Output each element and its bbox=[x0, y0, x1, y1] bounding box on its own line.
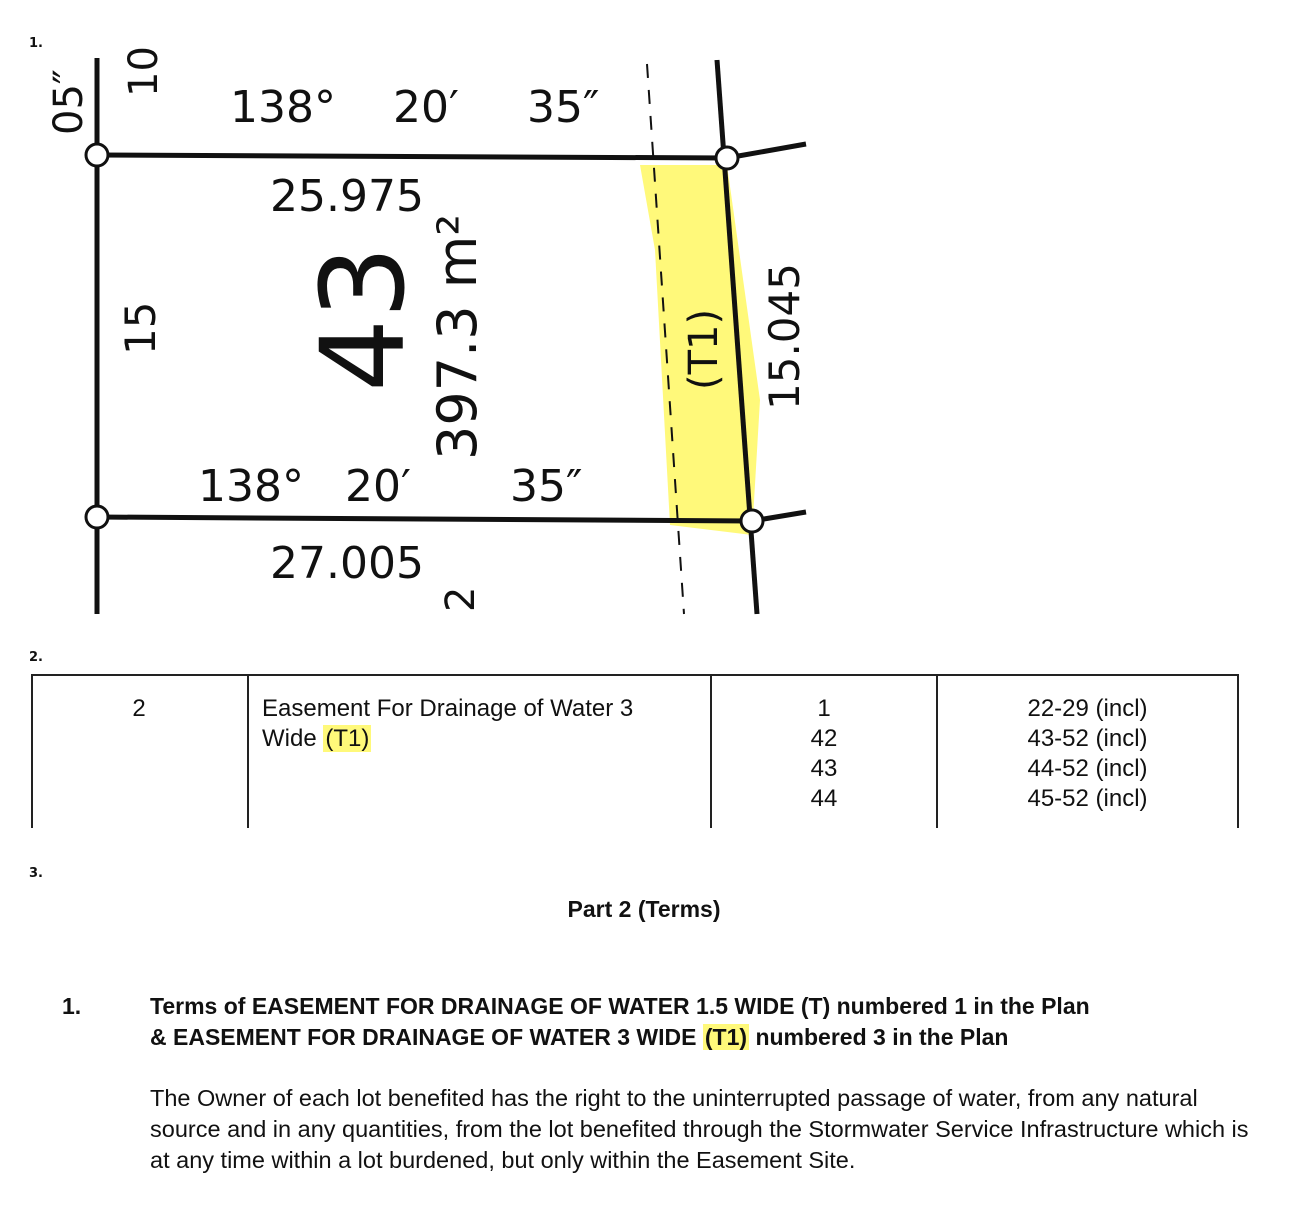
row-number-cell: 2 bbox=[132, 695, 146, 722]
lot-benefited: 44-52 (incl) bbox=[1027, 755, 1148, 782]
part-title: Part 2 (Terms) bbox=[567, 896, 721, 922]
bottom-boundary bbox=[97, 517, 752, 521]
survey-mark bbox=[716, 147, 738, 169]
clause-heading-line-2 bbox=[150, 1022, 1250, 1053]
easement-tag-highlight: (T1) bbox=[704, 1024, 748, 1050]
lot-burdened: 1 bbox=[817, 695, 831, 722]
lots-burdened-cell bbox=[712, 694, 936, 814]
survey-mark bbox=[86, 144, 108, 166]
edge-fragment-2: 2 bbox=[438, 586, 484, 612]
bottom-bearing-degrees: 138° bbox=[198, 461, 304, 512]
bottom-bearing-minutes: 20′ bbox=[345, 461, 411, 512]
top-bearing-seconds: 35″ bbox=[527, 82, 600, 133]
clause-heading-text: & EASEMENT FOR DRAINAGE OF WATER 3 WIDE bbox=[150, 1024, 697, 1050]
table-divider bbox=[1237, 674, 1239, 828]
section-marker-3: 3. bbox=[29, 866, 43, 881]
edge-fragment-10: 10 bbox=[121, 46, 167, 97]
table-divider bbox=[247, 674, 249, 828]
lots-benefited-cell bbox=[938, 694, 1237, 814]
top-distance: 25.975 bbox=[270, 171, 424, 222]
clause-heading-text: numbered 3 in the Plan bbox=[755, 1024, 1009, 1050]
survey-mark bbox=[86, 506, 108, 528]
lot-area: 397.3 m² bbox=[426, 213, 489, 460]
left-distance: 15 bbox=[116, 301, 165, 355]
top-boundary bbox=[97, 155, 727, 158]
lot-benefited: 22-29 (incl) bbox=[1027, 695, 1148, 722]
edge-fragment-05: 05″ bbox=[46, 69, 92, 135]
bottom-distance: 27.005 bbox=[270, 538, 424, 589]
description-line: Wide bbox=[262, 725, 317, 752]
description-line: Easement For Drainage of Water 3 bbox=[262, 695, 634, 722]
description-line-2 bbox=[262, 724, 702, 754]
lot-benefited: 43-52 (incl) bbox=[1027, 725, 1148, 752]
top-bearing-minutes: 20′ bbox=[393, 82, 459, 133]
lot-burdened: 44 bbox=[810, 785, 838, 812]
lot-number: 43 bbox=[297, 245, 431, 392]
lot-benefited: 45-52 (incl) bbox=[1027, 785, 1148, 812]
bottom-bearing-seconds: 35″ bbox=[510, 461, 583, 512]
lot-burdened: 42 bbox=[810, 725, 838, 752]
top-bearing-degrees: 138° bbox=[230, 82, 336, 133]
clause-heading bbox=[150, 991, 1250, 1053]
easement-label: (T1) bbox=[681, 308, 727, 390]
easement-schedule-table bbox=[31, 674, 1239, 828]
section-marker-1: 1. bbox=[29, 36, 43, 51]
right-distance: 15.045 bbox=[760, 263, 809, 410]
description-cell bbox=[262, 694, 702, 754]
section-marker-2: 2. bbox=[29, 650, 43, 665]
clause-body: The Owner of each lot benefited has the right to the uninterrupted passage of water, from any natural source and in any quantities, from the lot benefited through the Stormwater Service Infrastructure which is at any time within a lot burdened, but only within the Easement Site. bbox=[150, 1085, 1249, 1173]
lot-burdened: 43 bbox=[810, 755, 838, 782]
survey-mark bbox=[741, 510, 763, 532]
table-top-rule bbox=[31, 674, 1239, 676]
easement-tag-highlight: (T1) bbox=[325, 725, 370, 752]
clause-number: 1. bbox=[62, 993, 82, 1019]
clause-heading-line: Terms of EASEMENT FOR DRAINAGE OF WATER 1.5 WIDE (T) numbered 1 in the Plan bbox=[150, 993, 1090, 1019]
